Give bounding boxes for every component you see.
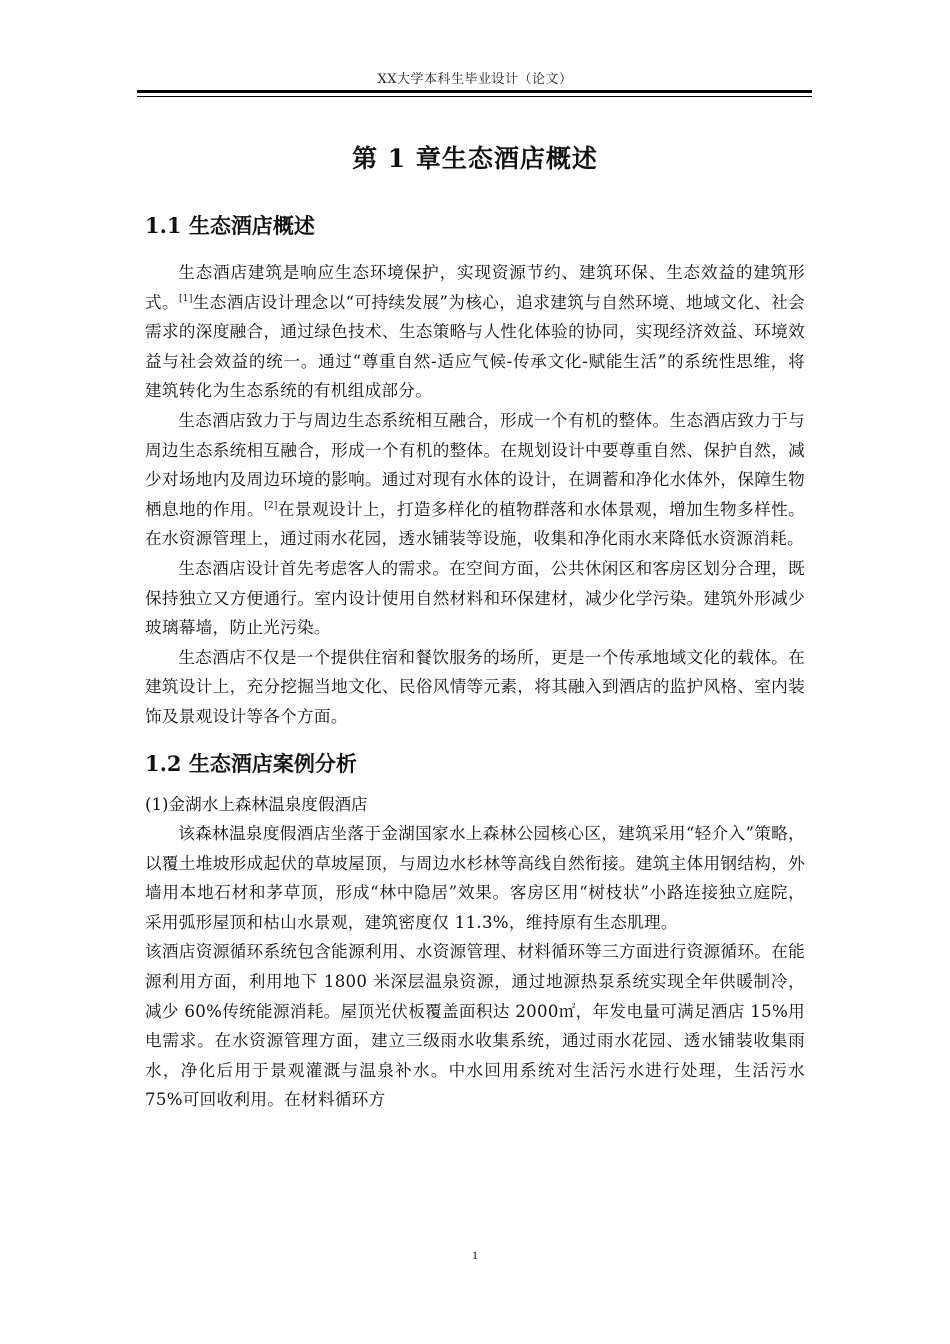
paragraph-2-text-b: 在景观设计上，打造多样化的植物群落和水体景观，增加生物多样性。在水资源管理上，通过雨水花园，透水铺装等设施，收集和净化雨水来降低水资源消耗。 bbox=[145, 499, 805, 549]
page-body bbox=[145, 136, 805, 1115]
case-heading-1: (1)金湖水上森林温泉度假酒店 bbox=[145, 794, 368, 814]
paragraph-1-text-b: 生态酒店设计理念以“可持续发展”为核心，追求建筑与自然环境、地域文化、社会需求的深度融合，通过绿色技术、生态策略与人性化体验的协同，实现经济效益、环境效益与社会效益的统一。通过“尊重自然-适应气候-传承文化-赋能生活”的系统性思维，将建筑转化为生态系统的有机组成部分。 bbox=[145, 292, 805, 401]
paragraph-4: 生态酒店不仅是一个提供住宿和餐饮服务的场所，更是一个传承地域文化的载体。在建筑设计上，充分挖掘当地文化、民俗风情等元素，将其融入到酒店的监护风格、室内装饰及景观设计等各个方面。 bbox=[145, 647, 805, 726]
citation-2: [2] bbox=[264, 500, 278, 511]
page-number: 1 bbox=[472, 1248, 478, 1262]
citation-1: [1] bbox=[178, 293, 193, 304]
paragraph-1 bbox=[145, 258, 805, 406]
paragraph-2 bbox=[145, 406, 805, 554]
paragraph-1-text-a: 生态酒店建筑是响应生态环境保护，实现资源节约、建筑环保、生态效益的建筑形式。 bbox=[145, 263, 805, 312]
chapter-title: 第 1 章生态酒店概述 bbox=[352, 144, 598, 173]
section-title-1-1: 1.1 生态酒店概述 bbox=[145, 213, 315, 238]
running-header: XX大学本科生毕业设计（论文） bbox=[377, 72, 573, 87]
paragraph-6: 该酒店资源循环系统包含能源利用、水资源管理、材料循环等三方面进行资源循环。在能源利用方面，利用地下 1800 米深层温泉资源，通过地源热泵系统实现全年供暖制冷，减少 60%传统能源消耗。屋顶光伏板覆盖面积达 2000㎡，年发电量可满足酒店 15%用电需求。在水资源管理方面，建立三级雨水收集系统，通过雨水花园、透水铺装收集雨水，净化后用于景观灌溉与温泉补水。中水回用系统对生活污水进行处理，生活污水 75%可回收利用。在材料循环方 bbox=[145, 942, 805, 1110]
paragraph-5: 该森林温泉度假酒店坐落于金湖国家水上森林公园核心区，建筑采用“轻介入”策略，以覆土堆坡形成起伏的草坡屋顶，与周边水杉林等高线自然衔接。建筑主体用钢结构，外墙用本地石材和茅草顶，形成“林中隐居”效果。客房区用“树枝状”小路连接独立庭院，采用弧形屋顶和枯山水景观，建筑密度仅 11.3%，维持原有生态肌理。 bbox=[145, 824, 805, 932]
paragraph-3: 生态酒店设计首先考虑客人的需求。在空间方面，公共休闲区和客房区划分合理，既保持独立又方便通行。室内设计使用自然材料和环保建材，减少化学污染。建筑外形减少玻璃幕墙，防止光污染。 bbox=[145, 558, 805, 638]
header-rule-thick bbox=[137, 90, 812, 93]
header-rule-thin bbox=[137, 96, 812, 97]
section-title-1-2: 1.2 生态酒店案例分析 bbox=[145, 750, 357, 776]
paragraph-2-text-a: 生态酒店致力于与周边生态系统相互融合，形成一个有机的整体。生态酒店致力于与周边生态系统相互融合，形成一个有机的整体。在规划设计中要尊重自然、保护自然，减少对场地内及周边环境的影响。通过对现有水体的设计，在调蓄和净化水体外，保障生物栖息地的作用。 bbox=[145, 410, 805, 519]
